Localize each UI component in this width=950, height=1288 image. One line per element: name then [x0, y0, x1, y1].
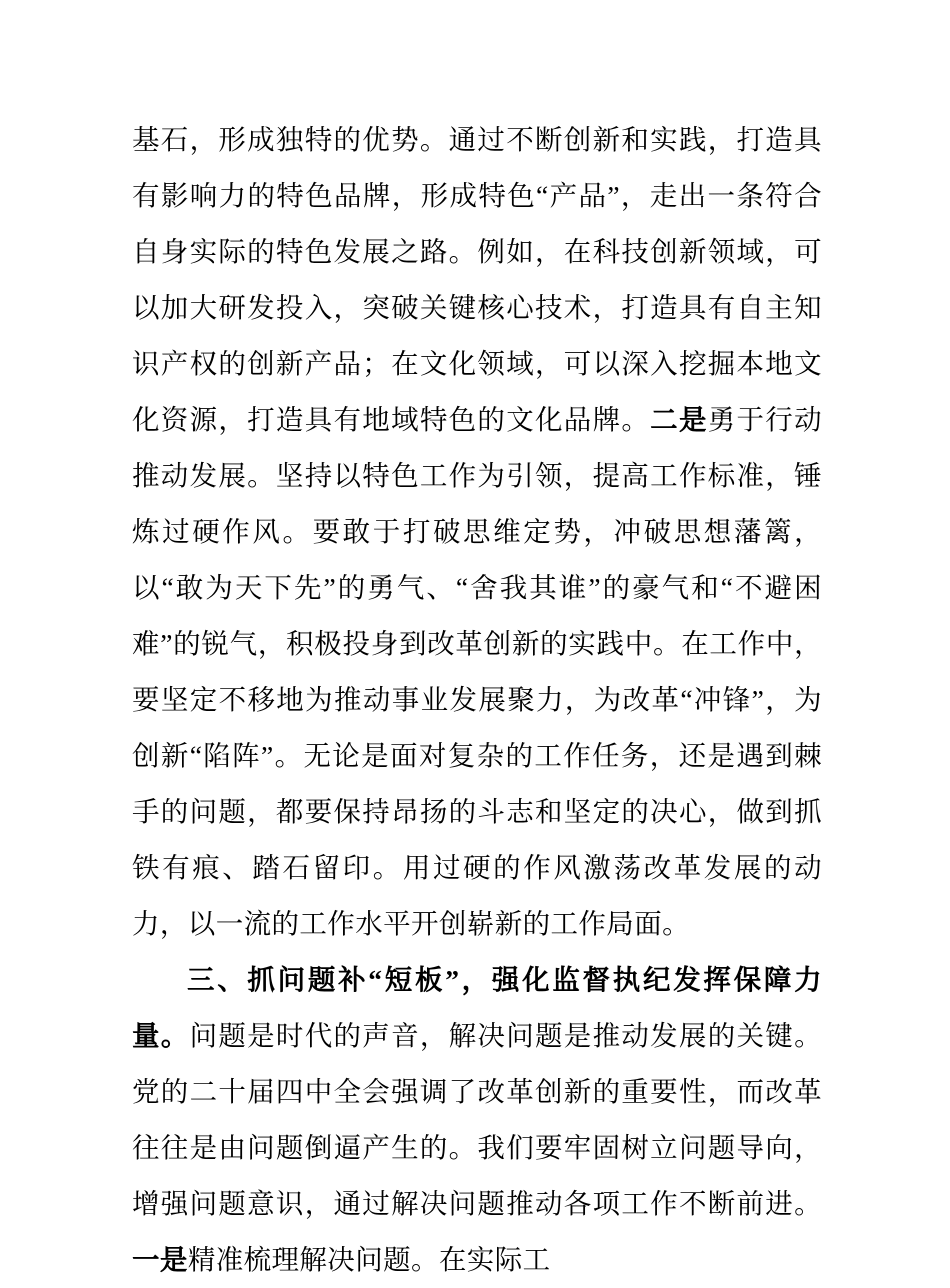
text-run: 勇于行动推动发展。坚持以特色工作为引领，提高工作标准，锤炼过硬作风。要敢于打破思维定势，冲破思想藩篱，以“敢为天下先”的勇气、“舍我其谁”的豪气和“不避困难”的锐气，积极投身到改革创新的实践中。在工作中，要坚定不移地为推动事业发展聚力，为改革“冲锋”，为创新“陷阵”。无论是面对复杂的工作任务，还是遇到棘手的问题，都要保持昂扬的斗志和坚定的决心，做到抓铁有痕、踏石留印。用过硬的作风激荡改革发展的动力，以一流的工作水平开创崭新的工作局面。	[132, 404, 822, 939]
paragraph	[132, 952, 822, 1288]
text-run: 基石，形成独特的优势。通过不断创新和实践，打造具有影响力的特色品牌，形成特色“产品”，走出一条符合自身实际的特色发展之路。例如，在科技创新领域，可以加大研发投入，突破关键核心技术，打造具有自主知识产权的创新产品；在文化领域，可以深入挖掘本地文化资源，打造具有地域特色的文化品牌。	[132, 124, 822, 435]
paragraph	[132, 112, 822, 952]
document-body	[132, 112, 822, 1288]
text-run-bold: 一是	[132, 1244, 188, 1275]
text-run: 精准梳理解决问题。在实际工	[187, 1244, 551, 1275]
section-heading-run: 三、抓问题补“短板”，强化监督执纪发挥保障力量。	[132, 964, 822, 1051]
text-run: 问题是时代的声音，解决问题是推动发展的关键。党的二十届四中全会强调了改革创新的重要性，而改革往往是由问题倒逼产生的。我们要牢固树立问题导向，增强问题意识，通过解决问题推动各项工作不断前进。	[132, 1020, 822, 1219]
text-run-bold: 二是	[650, 404, 708, 435]
